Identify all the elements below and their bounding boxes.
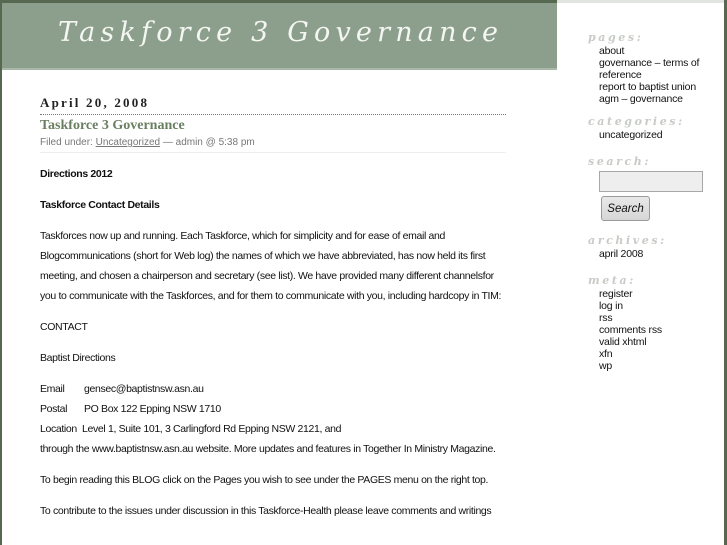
contact-location-label: Location bbox=[40, 423, 77, 435]
post-meta bbox=[40, 137, 506, 153]
contact-postal-value: PO Box 122 Epping NSW 1710 bbox=[84, 403, 221, 415]
meta-link-xfn[interactable]: xfn bbox=[599, 348, 613, 360]
contact-location-value: Level 1, Suite 101, 3 Carlingford Rd Epping NSW 2121, and bbox=[82, 423, 342, 435]
sidebar-search bbox=[588, 155, 720, 221]
search-input[interactable] bbox=[599, 171, 703, 192]
site-header bbox=[2, 0, 557, 70]
sidebar-meta bbox=[588, 274, 720, 372]
post-paragraph-contribute: To contribute to the issues under discussion in this Taskforce-Health please leave comments and writings bbox=[40, 505, 492, 517]
post-meta-prefix: Filed under: bbox=[40, 137, 96, 148]
post-date: April 20, 2008 bbox=[40, 95, 506, 115]
contact-through-line: through the www.baptistnsw.asn.au website. More updates and features in Together In Ministry Magazine. bbox=[40, 443, 496, 455]
sidebar-categories-heading: categories: bbox=[588, 115, 685, 128]
page-link-agm-governance[interactable]: agm – governance bbox=[599, 93, 683, 105]
meta-link-rss[interactable]: rss bbox=[599, 312, 613, 324]
page-left-border bbox=[0, 0, 2, 545]
post-paragraph-begin-reading: To begin reading this BLOG click on the Pages you wish to see under the PAGES menu on the right top. bbox=[40, 474, 489, 486]
archives-list bbox=[588, 248, 720, 260]
post-meta-suffix: — admin @ 5:38 pm bbox=[160, 137, 255, 148]
contact-postal bbox=[40, 399, 506, 419]
meta-link-register[interactable]: register bbox=[599, 288, 633, 300]
sidebar-pages-heading: pages: bbox=[588, 31, 644, 44]
sidebar-archives bbox=[588, 234, 720, 260]
meta-link-wp[interactable]: wp bbox=[599, 360, 613, 372]
sidebar-top-strip bbox=[557, 0, 724, 3]
categories-list bbox=[588, 129, 720, 141]
sidebar-search-heading: search: bbox=[588, 155, 652, 168]
meta-link-valid-xhtml[interactable]: valid xhtml bbox=[599, 336, 647, 348]
site-title-link[interactable]: Taskforce 3 Governance bbox=[58, 17, 504, 48]
post-title-link[interactable]: Taskforce 3 Governance bbox=[40, 118, 185, 133]
sidebar bbox=[588, 31, 720, 382]
page-link-governance-terms[interactable]: governance – terms of reference bbox=[599, 57, 700, 81]
post-paragraph-baptist-directions: Baptist Directions bbox=[40, 352, 116, 364]
search-button[interactable]: Search bbox=[601, 196, 650, 221]
archive-link-april-2008[interactable]: april 2008 bbox=[599, 248, 644, 260]
post-heading-directions: Directions 2012 bbox=[40, 168, 113, 180]
category-link-uncategorized-sidebar[interactable]: uncategorized bbox=[599, 129, 663, 141]
meta-link-comments-rss[interactable]: comments rss bbox=[599, 324, 662, 336]
contact-postal-label: Postal bbox=[40, 403, 68, 415]
sidebar-categories bbox=[588, 115, 720, 141]
post-paragraph-contact: CONTACT bbox=[40, 321, 88, 333]
sidebar-pages bbox=[588, 31, 720, 105]
category-link-uncategorized[interactable]: Uncategorized bbox=[95, 137, 161, 148]
main-content bbox=[40, 95, 506, 532]
pages-list bbox=[588, 45, 720, 105]
contact-email-label: Email bbox=[40, 383, 65, 395]
meta-link-log-in[interactable]: log in bbox=[599, 300, 623, 312]
post-paragraph-intro: Taskforces now up and running. Each Taskforce, which for simplicity and for ease of email and Blogcommunications (short for Web log) the names of which we have abbreviated, has now held its first meeting, and chosen a chairperson and secretary (see list). We have provided many different channelsfor you to communicate with the Taskforces, and for them to communicate with you, including hardcopy in TIM: bbox=[40, 230, 502, 302]
meta-list bbox=[588, 288, 720, 372]
page-link-report-baptist-union[interactable]: report to baptist union bbox=[599, 81, 696, 93]
sidebar-archives-heading: archives: bbox=[588, 234, 667, 247]
post-heading-contact-details: Taskforce Contact Details bbox=[40, 199, 160, 211]
page-link-about[interactable]: about bbox=[599, 45, 625, 57]
sidebar-meta-heading: meta: bbox=[588, 274, 636, 287]
post-body bbox=[40, 164, 506, 521]
contact-location bbox=[40, 419, 506, 439]
contact-email-value: gensec@baptistnsw.asn.au bbox=[84, 383, 204, 395]
contact-block bbox=[40, 379, 506, 459]
contact-email bbox=[40, 379, 506, 399]
